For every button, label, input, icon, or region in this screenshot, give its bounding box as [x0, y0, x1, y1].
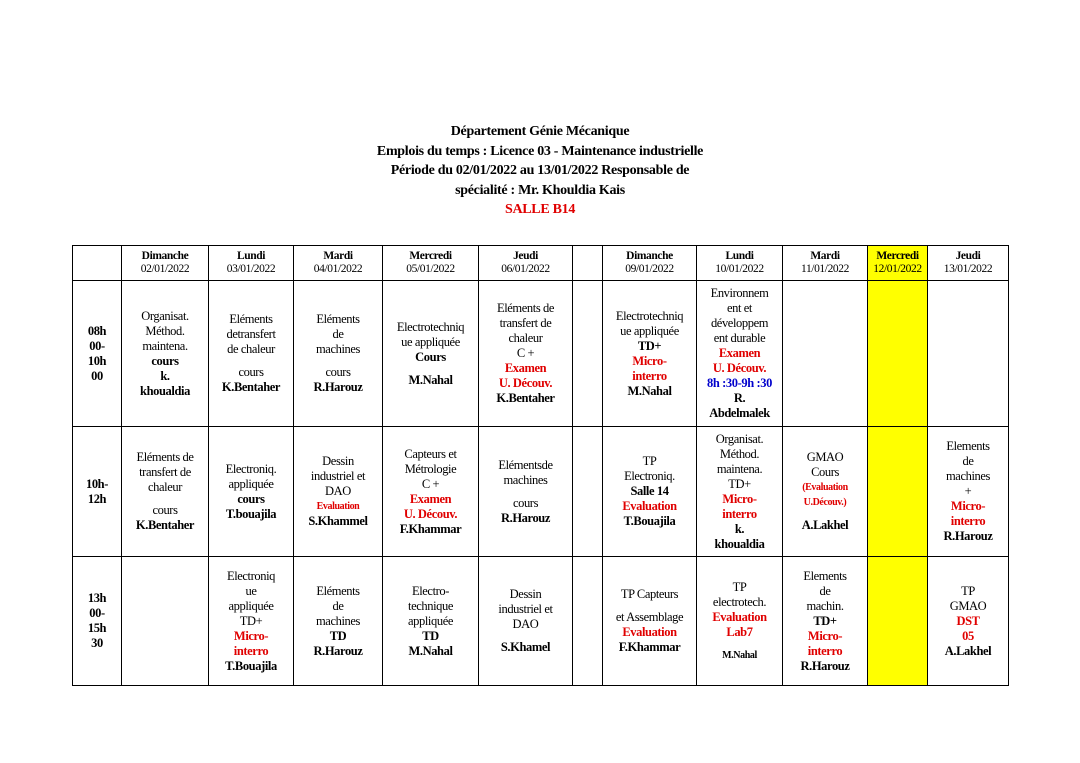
slot-row	[73, 281, 1009, 427]
cell-text: 12/01/2022	[873, 263, 922, 275]
cell-text: et Assemblage	[615, 610, 684, 624]
cell-text: Elémentsde	[498, 457, 553, 472]
cell-text: interro	[722, 506, 757, 521]
cell-text: industriel et	[498, 602, 553, 616]
cell-text: 30	[91, 636, 103, 650]
cell-text: Eléments de	[136, 450, 194, 464]
cell-text: de chaleur	[227, 342, 275, 356]
cell-text: TD	[329, 628, 347, 643]
cell-text: 10/01/2022	[715, 263, 764, 275]
cell-text: 8h :30-9h :30	[707, 376, 772, 390]
course-cell	[603, 427, 697, 557]
cell-text: Electrotechniq	[396, 319, 465, 334]
cell-text: industriel et	[310, 469, 366, 483]
cell-text: Mardi	[323, 249, 353, 262]
cell-text: machines	[945, 469, 990, 483]
cell-text: de	[962, 454, 974, 468]
day-header	[928, 246, 1009, 281]
cell-text: machines	[315, 342, 360, 356]
cell-text: 11/01/2022	[801, 263, 849, 275]
schedule-title: Emplois du temps : Licence 03 - Maintenance industrielle	[376, 143, 704, 159]
cell-text: interro	[807, 643, 843, 658]
cell-text: de	[332, 598, 344, 613]
cell-text: M.Nahal	[408, 643, 453, 658]
day-header	[294, 246, 383, 281]
cell-text: K.Bentaher	[221, 380, 281, 394]
cell-text: DAO	[512, 617, 539, 631]
cell-text: 13h	[87, 591, 107, 605]
cell-text: cours	[238, 365, 264, 379]
corner-cell	[73, 246, 122, 281]
cell-text: appliquée	[408, 613, 453, 628]
cell-text: T.Bouajila	[225, 658, 277, 673]
cell-text: 08h	[87, 323, 107, 338]
course-cell	[209, 427, 294, 557]
course-cell	[479, 281, 573, 427]
cell-text: DST	[956, 613, 980, 628]
course-cell	[928, 427, 1009, 557]
cell-text: Lundi	[725, 249, 754, 262]
cell-text: Electroniq	[226, 568, 276, 583]
cell-text: Dimanche	[141, 249, 189, 262]
day-header	[383, 246, 479, 281]
cell-text: TD+	[637, 338, 662, 353]
cell-text: ue appliquée	[620, 323, 679, 338]
cell-text: 15h	[87, 621, 107, 635]
cell-text: ent et	[726, 301, 753, 315]
cell-text: maintena.	[142, 338, 188, 353]
cell-text: F.Khammar	[618, 640, 681, 654]
cell-text: Méthod.	[145, 323, 185, 338]
day-header	[122, 246, 209, 281]
cell-text: 05	[962, 628, 974, 643]
cell-text: 00-	[89, 338, 105, 353]
cell-text: Dessin	[509, 587, 542, 601]
cell-text: K.Bentaher	[135, 518, 195, 532]
cell-text: 10h	[87, 353, 107, 368]
cell-text: U. Découv.	[712, 361, 767, 375]
cell-text: C +	[421, 476, 440, 491]
room-label: SALLE B14	[504, 202, 576, 217]
cell-text: Métrologie	[404, 461, 457, 476]
cell-text: Mercredi	[876, 249, 919, 262]
cell-text: ent durable	[713, 331, 766, 345]
highlighted-empty-cell	[868, 281, 928, 427]
cell-text: cours	[151, 353, 179, 368]
cell-text: 00	[91, 368, 103, 383]
cell-text: transfert de	[139, 465, 191, 479]
cell-text: cours	[512, 495, 539, 510]
cell-text: interro	[950, 514, 986, 528]
day-header	[783, 246, 868, 281]
course-cell	[697, 281, 783, 427]
cell-text: electrotech.	[712, 594, 767, 609]
cell-text: +	[964, 484, 972, 498]
cell-text: appliquée	[228, 476, 274, 491]
course-cell	[479, 557, 573, 686]
cell-text: Environnem	[710, 286, 769, 300]
highlighted-empty-cell	[868, 427, 928, 557]
cell-text: Méthod.	[719, 446, 760, 461]
cell-text: 04/01/2022	[313, 263, 363, 275]
cell-text: Cours	[415, 349, 446, 364]
cell-text: R.Harouz	[800, 658, 850, 673]
cell-text: machin.	[806, 598, 844, 613]
cell-text: Organisat.	[141, 308, 189, 323]
course-cell	[122, 281, 209, 427]
course-cell	[603, 281, 697, 427]
cell-text: 03/01/2022	[226, 263, 276, 275]
day-header	[868, 246, 928, 281]
course-cell	[603, 557, 697, 686]
cell-text: TD+	[728, 476, 751, 491]
cell-text: Capteurs et	[404, 446, 457, 461]
cell-text: 09/01/2022	[625, 263, 674, 275]
cell-text: Micro-	[233, 628, 269, 643]
cell-text: chaleur	[148, 480, 182, 494]
cell-text: Eléments	[229, 312, 273, 326]
header-row	[73, 246, 1009, 281]
cell-text: de	[819, 583, 831, 598]
course-cell	[294, 281, 383, 427]
cell-text: khoualdia	[140, 383, 190, 398]
cell-text: Evaluation	[316, 501, 360, 512]
cell-text: Organisat.	[715, 431, 764, 446]
cell-text: T.bouajila	[225, 506, 277, 521]
week-separator	[573, 557, 603, 686]
week-separator	[573, 246, 603, 281]
cell-text: interro	[632, 368, 667, 383]
cell-text: Dessin	[322, 454, 354, 468]
cell-text: 12h	[87, 491, 107, 506]
cell-text: Jeudi	[513, 249, 538, 262]
cell-text: ue appliquée	[401, 334, 460, 349]
course-cell	[383, 557, 479, 686]
day-header	[479, 246, 573, 281]
cell-text: Micro-	[632, 353, 667, 368]
responsible-line: spécialité : Mr. Khouldia Kais	[455, 182, 625, 198]
cell-text: Salle 14	[630, 484, 669, 498]
course-cell	[383, 427, 479, 557]
course-cell	[122, 427, 209, 557]
cell-text: Cours	[811, 465, 839, 479]
cell-text: TP	[961, 583, 975, 598]
cell-text: cours	[152, 503, 178, 517]
cell-text: GMAO	[949, 598, 987, 613]
cell-text: ue	[245, 583, 257, 598]
cell-text: Examen	[409, 491, 452, 506]
department-title: Département Génie Mécanique	[450, 124, 630, 139]
cell-text: Abdelmalek	[709, 406, 770, 420]
cell-text: U.Découv.)	[803, 497, 847, 508]
course-cell-empty	[928, 281, 1009, 427]
cell-text: M.Nahal	[408, 372, 453, 387]
cell-text: Micro-	[722, 491, 757, 506]
cell-text: Evaluation	[622, 625, 677, 639]
period-line: Période du 02/01/2022 au 13/01/2022 Responsable de	[390, 163, 690, 178]
cell-text: appliquée	[228, 598, 274, 613]
course-cell	[294, 557, 383, 686]
cell-text: chaleur	[508, 331, 543, 345]
cell-text: Eléments de	[496, 301, 555, 315]
cell-text: Dimanche	[626, 249, 673, 262]
course-cell	[928, 557, 1009, 686]
course-cell-empty	[783, 281, 868, 427]
cell-text: 02/01/2022	[140, 263, 190, 275]
course-cell	[783, 557, 868, 686]
cell-text: TD+	[239, 613, 263, 628]
timetable	[72, 245, 1009, 686]
week-separator	[573, 427, 603, 557]
cell-text: T.Bouajila	[623, 514, 676, 528]
cell-text: R.	[733, 391, 746, 405]
day-header	[697, 246, 783, 281]
cell-text: Electroniq.	[225, 461, 277, 476]
cell-text: Examen	[504, 361, 547, 375]
cell-text: développem	[710, 316, 769, 330]
course-cell	[697, 557, 783, 686]
cell-text: S.Khamel	[500, 640, 551, 654]
cell-text: F.Khammar	[399, 521, 462, 536]
cell-text: 13/01/2022	[943, 263, 993, 275]
cell-text: TP	[642, 454, 657, 468]
cell-text: Micro-	[950, 499, 986, 513]
cell-text: Micro-	[807, 628, 843, 643]
cell-text: Lundi	[236, 249, 266, 262]
cell-text: C +	[516, 346, 535, 360]
cell-text: detransfert	[226, 327, 276, 341]
course-cell-empty	[122, 557, 209, 686]
course-cell	[783, 427, 868, 557]
cell-text: Elements	[803, 568, 847, 583]
time-slot	[73, 557, 122, 686]
cell-text: Electrotechniq	[615, 308, 684, 323]
cell-text: A.Lakhel	[801, 518, 849, 532]
cell-text: 00-	[89, 606, 105, 620]
cell-text: Mardi	[810, 249, 840, 262]
cell-text: Mercredi	[409, 249, 452, 262]
cell-text: R.Harouz	[313, 643, 363, 658]
cell-text: U. Découv.	[498, 376, 553, 390]
cell-text: k.	[734, 521, 745, 536]
cell-text: Jeudi	[955, 249, 981, 262]
cell-text: K.Bentaher	[496, 391, 555, 405]
cell-text: DAO	[325, 484, 351, 498]
cell-text: k.	[160, 368, 170, 383]
course-cell	[697, 427, 783, 557]
cell-text: Evaluation	[712, 609, 767, 624]
day-header	[209, 246, 294, 281]
cell-text: khoualdia	[714, 536, 765, 551]
cell-text: Eléments	[316, 312, 360, 326]
cell-text: machines	[503, 472, 548, 487]
cell-text: machines	[315, 613, 360, 628]
course-cell	[209, 557, 294, 686]
cell-text: S.Khammel	[308, 514, 368, 528]
cell-text: technique	[408, 598, 453, 613]
course-cell	[294, 427, 383, 557]
cell-text: TD+	[813, 613, 837, 628]
cell-text: TD	[422, 628, 439, 643]
time-slot	[73, 281, 122, 427]
cell-text: M.Nahal	[627, 383, 672, 398]
cell-text: TP Capteurs	[620, 587, 679, 601]
cell-text: (Evaluation	[802, 482, 848, 493]
cell-text: Elements	[946, 439, 990, 453]
cell-text: GMAO	[806, 450, 844, 464]
slot-row	[73, 557, 1009, 686]
slot-row	[73, 427, 1009, 557]
cell-text: cours	[325, 365, 351, 379]
course-cell	[209, 281, 294, 427]
cell-text: U. Découv.	[403, 506, 458, 521]
time-slot	[73, 427, 122, 557]
cell-text: R.Harouz	[501, 510, 550, 525]
cell-text: de	[332, 327, 344, 341]
cell-text: Evaluation	[622, 499, 677, 513]
document-header	[0, 122, 1080, 220]
cell-text: cours	[237, 491, 265, 506]
course-cell	[383, 281, 479, 427]
cell-text: R.Harouz	[313, 380, 363, 394]
week-separator	[573, 281, 603, 427]
day-header	[603, 246, 697, 281]
cell-text: 05/01/2022	[406, 263, 455, 275]
cell-text: Lab7	[726, 624, 753, 639]
cell-text: 06/01/2022	[501, 263, 550, 275]
cell-text: Eléments	[316, 583, 360, 598]
cell-text: Examen	[718, 346, 761, 360]
highlighted-empty-cell	[868, 557, 928, 686]
cell-text: interro	[233, 643, 269, 658]
cell-text: transfert de	[499, 316, 552, 330]
cell-text: R.Harouz	[943, 529, 993, 543]
cell-text: A.Lakhel	[944, 643, 992, 658]
cell-text: M.Nahal	[722, 649, 757, 661]
cell-text: TP	[732, 579, 747, 594]
cell-text: 10h-	[85, 476, 108, 491]
cell-text: Electroniq.	[624, 469, 675, 483]
cell-text: maintena.	[716, 461, 763, 476]
course-cell	[479, 427, 573, 557]
cell-text: Electro-	[411, 583, 450, 598]
